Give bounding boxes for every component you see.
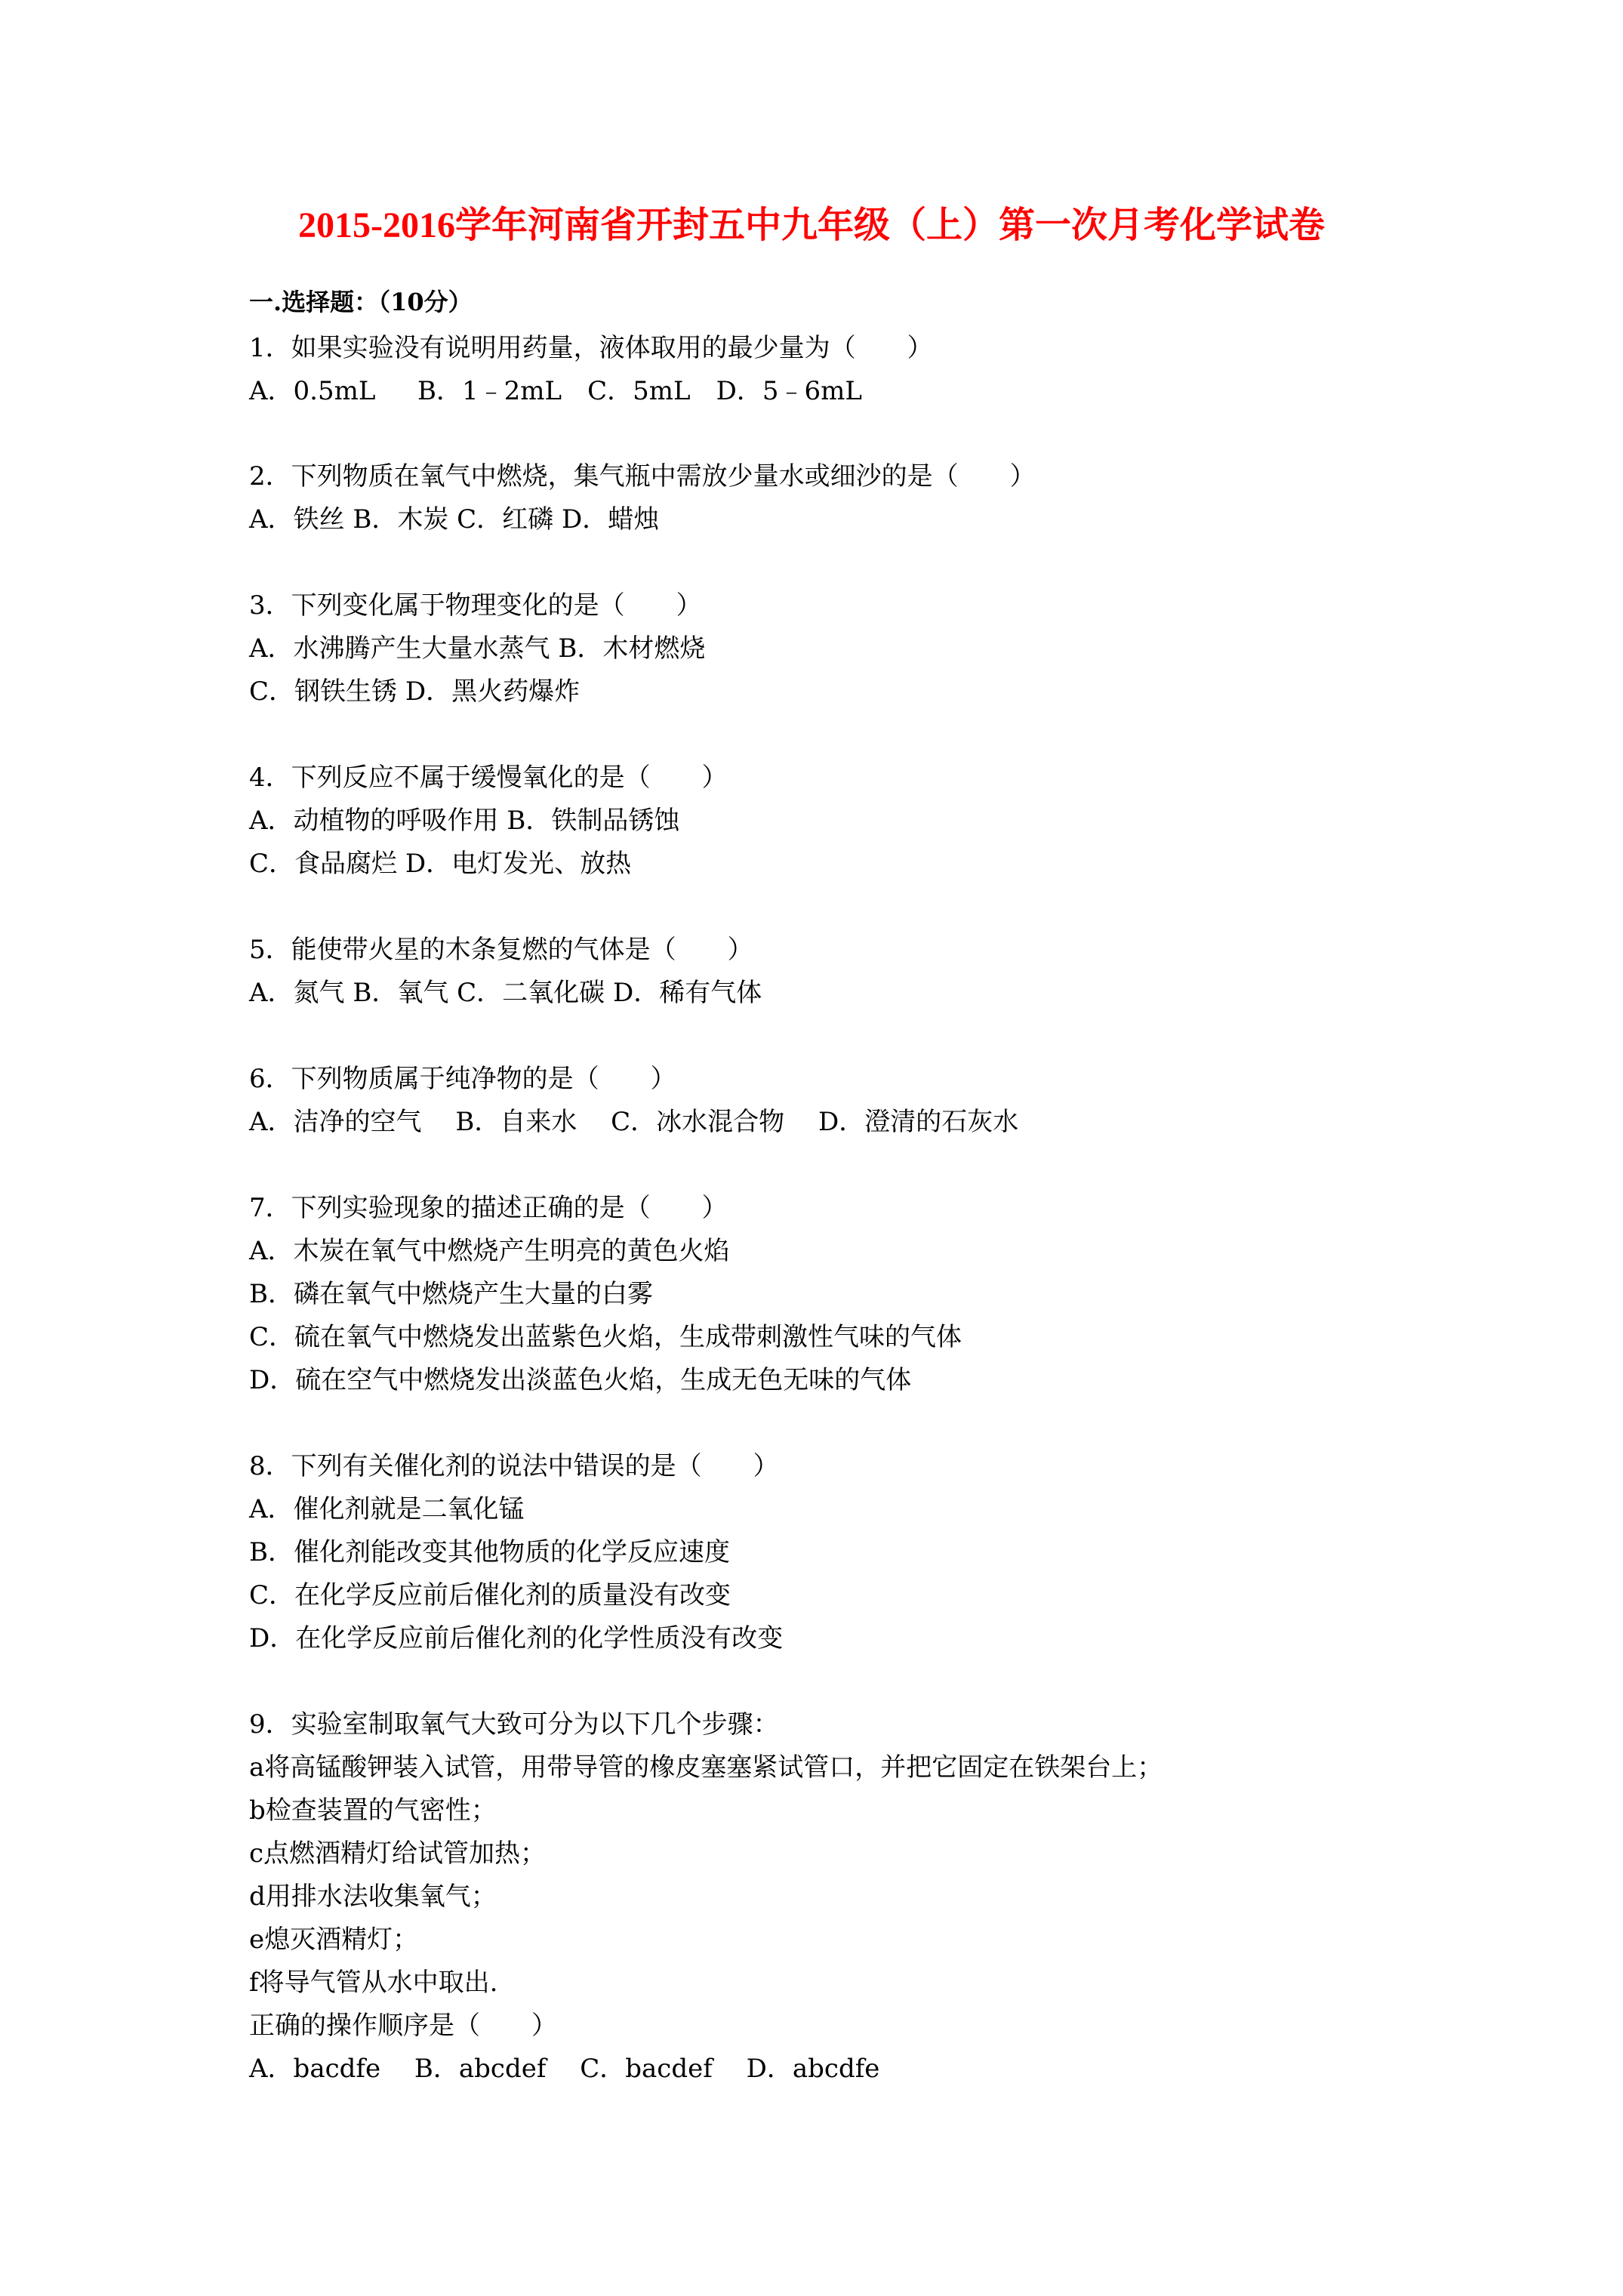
question-3-stem: 3．下列变化属于物理变化的是（ ）	[249, 590, 702, 621]
question-9-step-a: a将高锰酸钾装入试管，用带导管的橡皮塞塞紧试管口，并把它固定在铁架台上；	[249, 1752, 1163, 1783]
question-5-options: A．氮气 B．氧气 C．二氧化碳 D．稀有气体	[249, 978, 762, 1008]
question-1-stem: 1．如果实验没有说明用药量，液体取用的最少量为（ ）	[249, 333, 933, 363]
question-4-option-line-2: C．食品腐烂 D．电灯发光、放热	[249, 849, 632, 879]
question-9-prompt: 正确的操作顺序是（ ）	[249, 2011, 557, 2041]
question-8-option-a: A．催化剂就是二氧化锰	[249, 1494, 525, 1524]
question-7-stem: 7．下列实验现象的描述正确的是（ ）	[249, 1193, 728, 1223]
question-7-option-a: A．木炭在氧气中燃烧产生明亮的黄色火焰	[249, 1236, 730, 1266]
question-9-step-c: c点燃酒精灯给试管加热；	[249, 1838, 547, 1869]
question-8-option-b: B．催化剂能改变其他物质的化学反应速度	[249, 1537, 730, 1567]
page-title: 2015-2016学年河南省开封五中九年级（上）第一次月考化学试卷	[298, 205, 1325, 245]
question-8-option-c: C．在化学反应前后催化剂的质量没有改变	[249, 1580, 731, 1610]
question-8-stem: 8．下列有关催化剂的说法中错误的是（ ）	[249, 1451, 779, 1481]
question-1-options: A．0.5mL B．1﹣2mL C．5mL D．5﹣6mL	[249, 376, 862, 406]
question-9-step-f: f将导气管从水中取出.	[249, 1968, 498, 1998]
question-7-option-d: D．硫在空气中燃烧发出淡蓝色火焰，生成无色无味的气体	[249, 1365, 912, 1395]
question-4-option-line-1: A．动植物的呼吸作用 B．铁制品锈蚀	[249, 806, 680, 836]
section-heading: 一.选择题：（10分）	[249, 288, 473, 316]
question-9-step-e: e熄灭酒精灯；	[249, 1925, 419, 1955]
question-9-stem: 9．实验室制取氧气大致可分为以下几个步骤：	[249, 1709, 779, 1740]
question-8-option-d: D．在化学反应前后催化剂的化学性质没有改变	[249, 1623, 784, 1653]
question-5-stem: 5．能使带火星的木条复燃的气体是（ ）	[249, 935, 753, 965]
question-6-stem: 6．下列物质属于纯净物的是（ ）	[249, 1064, 676, 1094]
question-2-options: A．铁丝 B．木炭 C．红磷 D．蜡烛	[249, 504, 660, 535]
question-2-stem: 2．下列物质在氧气中燃烧，集气瓶中需放少量水或细沙的是（ ）	[249, 461, 1036, 492]
question-6-options: A．洁净的空气 B．自来水 C．冰水混合物 D．澄清的石灰水	[249, 1107, 1019, 1137]
question-9-step-d: d用排水法收集氧气；	[249, 1881, 497, 1912]
question-9-options: A．bacdfe B．abcdef C．bacdef D．abcdfe	[249, 2054, 880, 2084]
question-4-stem: 4．下列反应不属于缓慢氧化的是（ ）	[249, 763, 728, 793]
question-3-option-line-2: C．钢铁生锈 D．黑火药爆炸	[249, 676, 581, 707]
question-7-option-b: B．磷在氧气中燃烧产生大量的白雾	[249, 1279, 653, 1309]
question-3-option-line-1: A．水沸腾产生大量水蒸气 B．木材燃烧	[249, 633, 706, 664]
question-9-step-b: b检查装置的气密性；	[249, 1795, 497, 1826]
question-7-option-c: C．硫在氧气中燃烧发出蓝紫色火焰，生成带刺激性气味的气体	[249, 1322, 962, 1352]
